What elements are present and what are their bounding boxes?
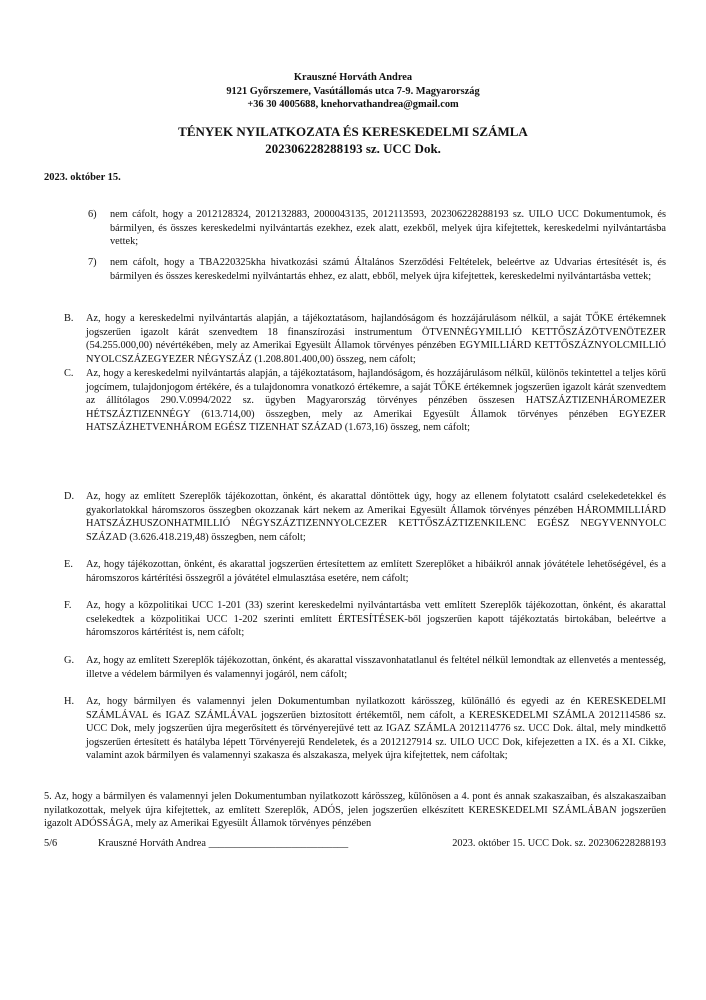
document-header [0,71,706,112]
lettered-item-c [64,367,666,435]
footer-reference: 2023. október 15. UCC Dok. sz. 202306228288193 [452,838,666,849]
item-label: B. [64,313,74,324]
item-text: Az, hogy a kereskedelmi nyilvántartás alapján, a tájékoztatásom, hajlandóságom és hozzájárulásom nélkül, a saját TŐKE értékemnek jogszerűen igazolt kárát szenvedtem 18 finanszírozási instrumentum ÖTVENNÉGYMILLIÓ KETTŐSZÁZÖTVENÖTEZER (54.255.000,00) névértékében, mely az Amerikai Egyesült Államok törvényes pénzében EGYMILLIÁRD KETTŐSZÁZNYOLCMILLIÓ NYOLCSZÁZEGYEZER NÉGYSZÁZ (1.208.801.400,00) összeg, nem cáfolt; [86,313,666,365]
item-label: E. [64,559,73,570]
lettered-item-g [64,654,666,681]
item-text: nem cáfolt, hogy a 2012128324, 2012132883, 2000043135, 2012113593, 202306228288193 sz. UILO UCC Dokumentumok, és bármilyen, és összes kereskedelmi nyilvántartás ezekhez, ezek alatt, ezekből, melyek újra kifejtettek, kereskedelmi nyilvántartásba vettek; [110,209,666,248]
item-text: Az, hogy a közpolitikai UCC 1-201 (33) szerint kereskedelmi nyilvántartásba vett említett Szereplők tájékozottan, önként, és akarattal cselekedtek a közpolitikai UCC 1-202 szerinti említett ÉRTESÍTÉSEK-ből jogszerűen kapott tájékoztatás birtokában, beleértve a háromszoros kártérítést is, nem cáfolt; [86,600,666,639]
item-text: Az, hogy a kereskedelmi nyilvántartás alapján, a tájékoztatásom, hajlandóságom, és hozzájárulásom nélkül, különös tekintettel a teljes körű jogcímem, tulajdonjogom értékére, és a tulajdonomra vonatkozó értékemre, a saját TŐKE értékemnek jogszerűen igazolt kárát szenvedtem az állítólagos 290.V.0994/2022 sz. ügyben Magyarország törvényes pénzében összesen HATSZÁZTIZENHÁROMEZER HÉTSZÁZTIZENNÉGY (613.714,00) összegben, mely az Amerikai Egyesült Államok törvényes pénzében EGYEZER HATSZÁZHETVENHÁROM EGÉSZ TIZENHAT SZÁZAD (1.673,16) összeg, nem cáfolt; [86,368,666,434]
item-text: Az, hogy az említett Szereplők tájékozottan, önként, és akarattal döntöttek úgy, hogy az ellenem folytatott csalárd cselekedetekkel és gyakorlatokkal háromszoros összegben okozzanak kárt nekem az Amerikai Egyesült Államok törvényes pénzében HÁROMMILLIÁRD HATSZÁZHUSZONHATMILLIÓ NÉGYSZÁZTIZENNYOLCEZER KETTŐSZÁZTIZENKILENC EGÉSZ NEGYVENNYOLC SZÁZAD (3.626.418.219,48) összegben, nem cáfolt; [86,491,666,543]
footer-signature: Krauszné Horváth Andrea ___________________________ [98,838,349,849]
item-label: C. [64,368,74,379]
page-number: 5/6 [44,838,58,849]
numbered-item-6 [88,208,666,249]
item-label: H. [64,696,75,707]
item-label: D. [64,491,75,502]
item-label: F. [64,600,72,611]
title-line-2: 202306228288193 sz. UCC Dok. [265,140,441,156]
title-line-1: TÉNYEK NYILATKOZATA ÉS KERESKEDELMI SZÁMLA [178,124,528,139]
lettered-item-h [64,695,666,763]
item-text: nem cáfolt, hogy a TBA220325kha hivatkozási számú Általános Szerződési Feltételek, beleértve az Udvarias értesítését is, és bármilyen és összes kereskedelmi nyilvántartás ehhez, ez alatt, ebből, melyek újra kifejtettek, kereskedelmi nyilvántartásba vettek; [110,257,666,282]
item-label: 7) [88,257,97,268]
lettered-item-d [64,490,666,544]
lettered-item-f [64,599,666,640]
item-text: Az, hogy az említett Szereplők tájékozottan, önként, és akarattal visszavonhatatlanul és feltétel nélkül lemondtak az ellenvetés a mentesség, illetve a védelem bármilyen és valamennyi jogáról, nem cáfolt; [86,655,666,680]
lettered-item-b [64,312,666,366]
item-text: Az, hogy tájékozottan, önként, és akarattal jogszerűen értesítettem az említett Szereplőket a hibáikról annak jóvátétele lehetőségével, és a háromszoros kártérítési összegről a jóvátétel elmulasztása esetére, nem cáfolt; [86,559,666,584]
item-text: Az, hogy bármilyen és valamennyi jelen Dokumentumban nyilatkozott kárösszeg, különálló és egyedi az én KERESKEDELMI SZÁMLÁVAL és IGAZ SZÁMLÁVAL jogszerűen biztosított értékemtől, nem cáfolt, a KERESKEDELMI SZÁMLA 2012114586 sz. UCC Dok, mely jogszerűen újra megerősített és törvényerejűvé tett az IGAZ SZÁMLA 2012114776 sz. UCC Dok. által, mely mindkettő jogszerűen értesített és hatályba lépett Törvényerejű Rendeletek, és a 2012127914 sz. UILO UCC Dok, kifejezetten a IX. és a XI. Cikke, valamint azok bármilyen és valamennyi szakasza és alszakasza, melyek újra kifejtettek, nem cáfoltak; [86,696,666,762]
author-contact: +36 30 4005688, knehorvathandrea@gmail.com [247,99,459,111]
numbered-item-7 [88,256,666,283]
document-title [0,124,706,157]
document-date: 2023. október 15. [44,172,121,183]
item-label: 6) [88,209,97,220]
item-label: G. [64,655,75,666]
author-name: Krauszné Horváth Andrea [293,72,413,83]
lettered-item-e [64,558,666,585]
paragraph-5: 5. Az, hogy a bármilyen és valamennyi jelen Dokumentumban nyilatkozott kárösszeg, különösen a 4. pont és annak szakaszaiban, és alszakaszaiban nyilatkozottak, melyek újra kifejtettek, az említett Szereplők, ADÓS, jelen jogszerűen elkészített KERESKEDELMI SZÁMLÁBAN jogszerűen igazolt ADÓSSÁGA, mely az Amerikai Egyesült Államok törvényes pénzében [44,791,666,830]
author-address: 9121 Győrszemere, Vasútállomás utca 7-9. Magyarország [226,85,480,97]
